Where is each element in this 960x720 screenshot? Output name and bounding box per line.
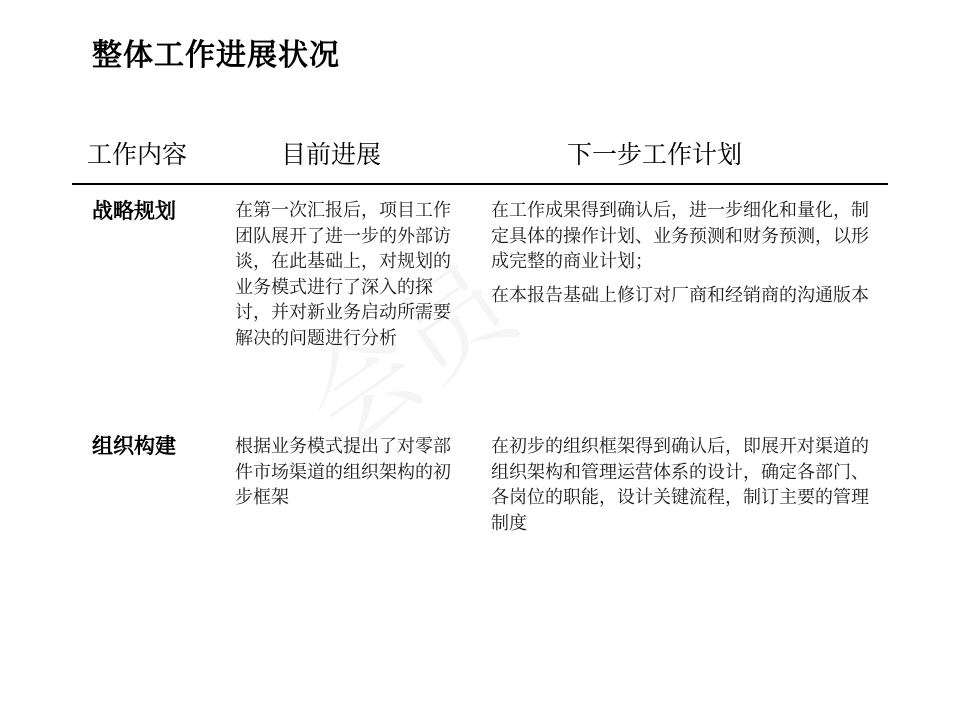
progress-cell-organization: 根据业务模式提出了对零部件市场渠道的组织架构的初步框架 [235, 436, 451, 508]
plan-item: 在工作成果得到确认后，进一步细化和量化，制定具体的操作计划、业务预测和财务预测，以形成完整的商业计划； [491, 200, 869, 272]
plan-item: 在初步的组织框架得到确认后，即展开对渠道的组织架构和管理运营体系的设计，确定各部门、各岗位的职能，设计关键流程，制订主要的管理制度 [491, 436, 869, 534]
slide-title: 整体工作进展状况 [92, 38, 340, 73]
row-label-strategy: 战略规划 [92, 199, 176, 223]
header-divider [72, 183, 888, 185]
header-progress: 目前进展 [281, 140, 382, 169]
plan-cell-organization [491, 434, 881, 544]
progress-cell-strategy: 在第一次汇报后，项目工作团队展开了进一步的外部访谈，在此基础上，对规划的业务模式进行了深入的探讨，并对新业务启动所需要解决的问题进行分析 [235, 200, 451, 349]
plan-cell-strategy [491, 198, 881, 316]
header-content: 工作内容 [87, 140, 188, 169]
row-label-organization: 组织构建 [92, 434, 176, 458]
header-plan: 下一步工作计划 [567, 140, 743, 169]
plan-item: 在本报告基础上修订对厂商和经销商的沟通版本 [491, 284, 869, 306]
